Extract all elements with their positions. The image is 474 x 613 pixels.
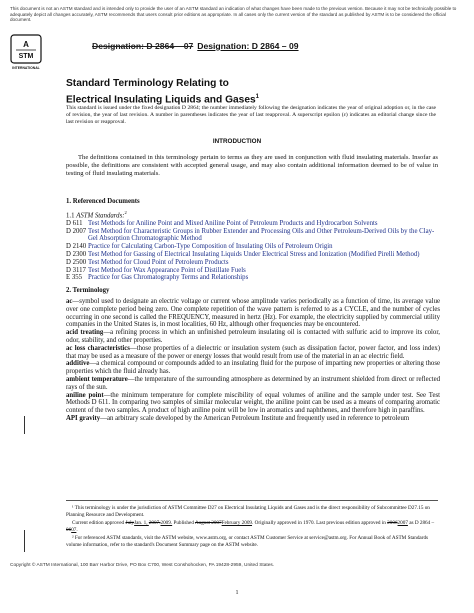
reference-link[interactable]: Practice for Gas Chromatography Terms and Relationships	[88, 274, 249, 282]
term-definition: —the temperature of the surrounding atmosphere as determined by an instrument shielded from direct or reflected rays of the sun.	[66, 376, 440, 391]
term-entry	[66, 376, 440, 392]
reference-code: D 2300	[66, 251, 87, 259]
reference-item	[66, 243, 440, 251]
term-name: aniline point	[66, 391, 104, 399]
reference-link[interactable]: Practice for Calculating Carbon-Type Composition of Insulating Oils of Petroleum Origin	[88, 243, 333, 251]
top-notice: This document is not an ASTM standard and is intended only to provide the user of an ASTM standard an indication of what changes have been made to the previous version. Because it may not be technically possible to adequately depict all changes accurately, ASTM recommends that users consult prior editions as appropriate. In all cases only the current version of the standard as published by ASTM is to be considered the official document.	[10, 6, 457, 23]
body	[66, 198, 440, 423]
term-definition: —a chemical compound or compounds added to an insulating fluid for the purpose of imparting new properties or altering those properties which the fluid already has.	[66, 360, 440, 376]
reference-code: D 2007	[66, 227, 87, 235]
page-number: 1	[235, 590, 239, 596]
reference-code: D 611	[66, 219, 83, 227]
reference-item	[66, 220, 440, 228]
astm-standards-subheading	[66, 209, 440, 220]
copyright: Copyright © ASTM International, 100 Barr Harbor Drive, PO Box C700, West Conshohocken, PA 19428-2959, United States.	[10, 563, 275, 568]
reference-link[interactable]: Test Methods for Aniline Point and Mixed Aniline Point of Petroleum Products and Hydrocarbon Solvents	[88, 219, 378, 227]
reference-link[interactable]: Test Method for Wax Appearance Point of Distillate Fuels	[88, 266, 246, 274]
designation-new: Designation: D 2864 – 09	[197, 41, 299, 51]
term-definition: —an arbitrary scale developed by the American Petroleum Institute and frequently used in reference to petroleum	[100, 414, 410, 422]
term-entry	[66, 329, 440, 345]
term-entry	[66, 345, 440, 361]
footnote-2: ² For referenced ASTM standards, visit the ASTM website, www.astm.org, or contact ASTM Customer Service at service@astm.org. For Annual Book of ASTM Standards volume information, refer to the standard's Document Summary page on the ASTM website.	[66, 535, 429, 548]
reference-item	[66, 267, 440, 275]
logo-label: INTERNATIONAL	[12, 66, 40, 70]
reference-code: D 2500	[66, 258, 87, 266]
footnote-1: ¹ This terminology is under the jurisdiction of ASTM Committee D27 on Electrical Insulating Liquids and Gases and is the direct responsibility of Subcommittee D27.15 on Planning Resource and Development.	[66, 505, 430, 518]
term-definition: —a refining process in which an unfinished petroleum insulating oil is contacted with sulfuric acid to improve its color, odor, stability, and other properties.	[66, 329, 441, 345]
term-name: ac loss characteristics	[66, 344, 130, 352]
term-entry	[66, 298, 440, 329]
title-line-2: Electrical Insulating Liquids and Gases	[66, 93, 256, 105]
term-entry	[66, 392, 440, 415]
subheading-number: 1.1	[66, 212, 77, 220]
change-bar	[24, 416, 25, 434]
terminology-heading: 2. Terminology	[66, 287, 110, 295]
reference-link[interactable]: Test Method for Gassing of Electrical Insulating Liquids Under Electrical Stress and Ionization (Modified Pirelli Method)	[88, 251, 420, 259]
svg-text:A: A	[23, 40, 29, 49]
designation-old: Designation: D 2864 – 07	[92, 41, 194, 51]
reference-code: D 2140	[66, 243, 87, 251]
title-line-1: Standard Terminology Relating to	[66, 78, 229, 89]
terms-list	[66, 298, 440, 423]
introduction-text: The definitions contained in this terminology pertain to terms as they are used in conjunction with fluid insulating materials. Insofar as possible, the definitions are consistent with accepted general usage, and may also contain additional information deemed to be of value in testing of fluid insulating materials.	[66, 154, 438, 177]
reference-link[interactable]: Test Method for Characteristic Groups in Rubber Extender and Processing Oils and Other Petroleum-Derived Oils by the Clay-Gel Absorption Chromatographic Method	[88, 227, 435, 243]
svg-text:STM: STM	[18, 53, 34, 60]
document-title	[66, 78, 396, 106]
term-name: ambient temperature	[66, 376, 128, 383]
term-definition: —those properties of a dielectric or insulation system (such as dissipation factor, power factor, and loss index) that may be used as a measure of the power or energy losses that would result from use of the material in an ac electric field.	[66, 344, 440, 360]
introduction-heading: INTRODUCTION	[212, 138, 262, 145]
subheading-footnote-mark: 2	[124, 209, 127, 215]
term-definition: —the minimum temperature for complete miscibility of equal volumes of aniline and the sample under test. See Test Methods D 611. In comparing two samples of similar molecular weight, the aniline point can be used as a means of comparing aromatic content of the two samples. A product of high aniline point will be low in aromatics and naphthenes, and therefore high in paraffins.	[66, 391, 440, 415]
designation	[92, 41, 392, 51]
subheading-title: ASTM Standards:	[76, 212, 125, 220]
footnotes	[66, 500, 438, 550]
term-name: ac	[66, 298, 73, 306]
reference-code: E 355	[66, 274, 83, 282]
standard-note: This standard is issued under the fixed designation D 2864; the number immediately following the designation indicates the year of original adoption or, in the case of revision, the year of last revision. A number in parentheses indicates the year of last reapproval. A superscript epsilon (ε) indicates an editorial change since the last revision or reapproval.	[66, 105, 436, 125]
title-footnote-mark: 1	[255, 93, 259, 100]
reference-item	[66, 228, 440, 244]
astm-logo	[10, 34, 42, 72]
reference-item	[66, 274, 440, 282]
referenced-documents-heading: 1. Referenced Documents	[66, 198, 140, 205]
reference-code: D 3117	[66, 266, 86, 274]
reference-item	[66, 259, 440, 267]
reference-list	[66, 220, 440, 282]
term-name: additive	[66, 360, 90, 368]
term-name: API gravity	[66, 414, 101, 422]
term-name: acid treating	[66, 329, 104, 337]
term-definition: —symbol used to designate an electric voltage or current whose amplitude varies periodically as a function of time, its average value over one complete period being zero. One complete repetition of the wave pattern is referred to as a CYCLE, and the number of cycles occurring in one second is called the FREQUENCY, measured in hertz (Hz). For example, the electricity supplied by commercial utility companies in the United States is, in most localities, 60 Hz, although other frequencies may be encountered.	[66, 298, 440, 329]
reference-link[interactable]: Test Method for Cloud Point of Petroleum Products	[88, 258, 229, 266]
reference-item	[66, 251, 440, 259]
term-entry	[66, 415, 440, 423]
footnote-1-edition: Current edition approved JulyJan. 1, 2007.2009. Published August 2007February 2009. Originally approved in 1970. Last previous edition approved in 20062007 as D 2864 – 0607.	[66, 520, 435, 533]
term-entry	[66, 360, 440, 376]
change-bar	[24, 530, 25, 552]
